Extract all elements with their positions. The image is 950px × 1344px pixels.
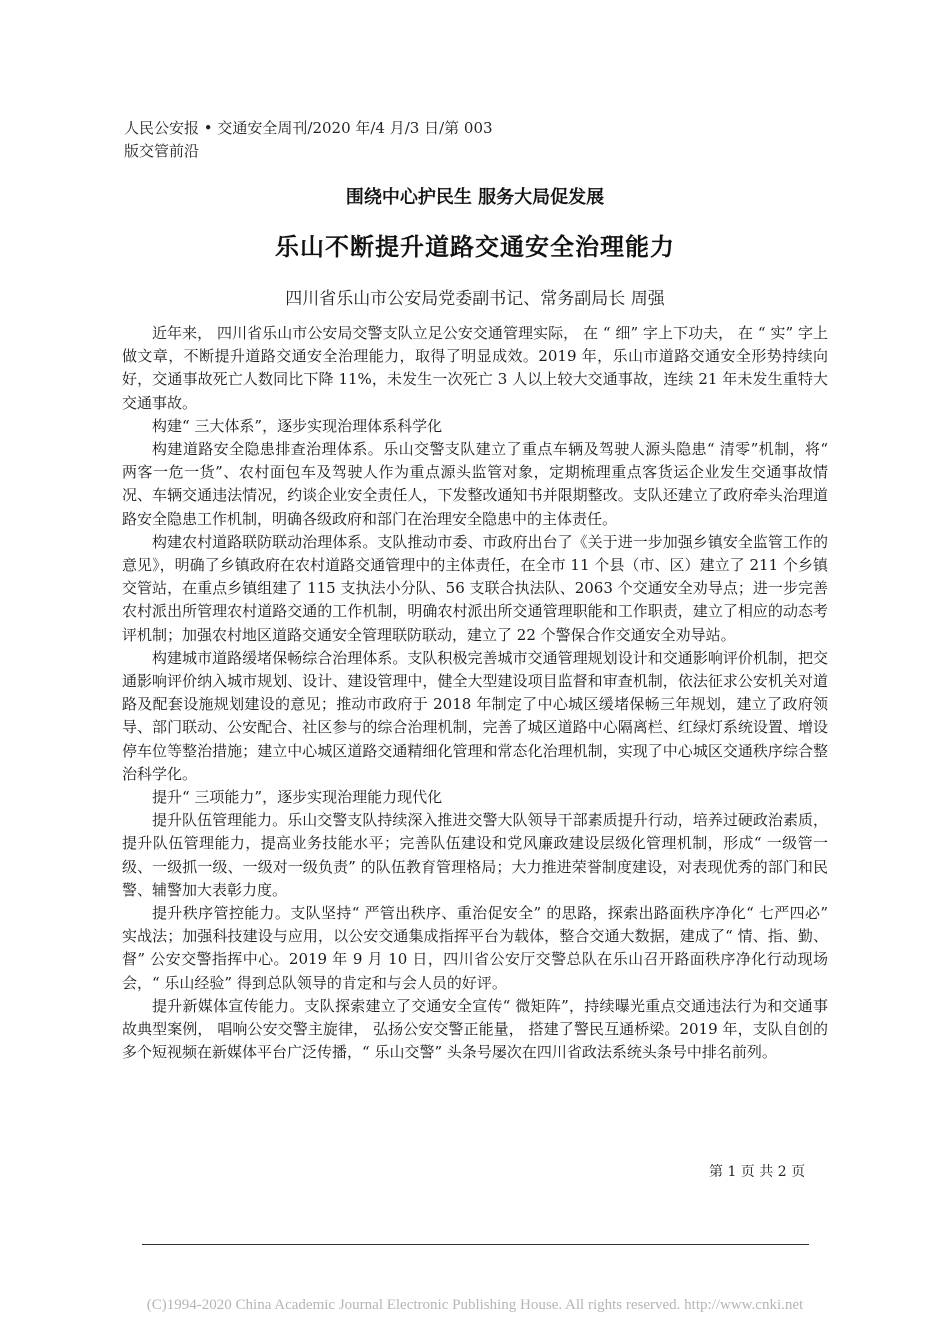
page-number: 第 1 页 共 2 页 [709, 1164, 806, 1180]
article-title: 乐山不断提升道路交通安全治理能力 [275, 233, 675, 261]
source-line-1: 人民公安报 • 交通安全周刊/2020 年/4 月/3 日/第 003 [124, 119, 493, 137]
section-heading-1: 构建“ 三大体系”，逐步实现治理体系科学化 [152, 416, 443, 435]
section-heading-2: 提升“ 三项能力”，逐步实现治理能力现代化 [152, 788, 443, 807]
paragraph: 提升新媒体宣传能力。支队探索建立了交通安全宣传“ 微矩阵”，持续曝光重点交通违法行为和交通事故典型案例， 唱响公安交警主旋律， 弘扬公安交警正能量， 搭建了警民互通桥梁。2019 年，支队自创的多个短视频在新媒体平台广泛传播，“ 乐山交警” 头条号屡次在四川省政法系统头条号中排名前列。 [122, 996, 828, 1062]
source-header [124, 117, 544, 163]
article-author: 四川省乐山市公安局党委副书记、常务副局长 周强 [285, 289, 665, 309]
copyright-footer: (C)1994-2020 China Academic Journal Electronic Publishing House. All rights reserved. http://www.cnki.net [146, 1297, 804, 1313]
paragraph: 提升队伍管理能力。乐山交警支队持续深入推进交警大队领导干部素质提升行动，培养过硬政治素质，提升队伍管理能力，提高业务技能水平；完善队伍建设和党风廉政建设层级化管理机制，形成“ 一级管一级、一级抓一级、一级对一级负责” 的队伍教育管理格局；大力推进荣誉制度建设，对表现优秀的部门和民警、辅警加大表彰力度。 [122, 811, 828, 899]
paragraph: 构建农村道路联防联动治理体系。支队推动市委、市政府出台了《关于进一步加强乡镇安全监管工作的意见》，明确了乡镇政府在农村道路交通管理中的主体责任，在全市 11 个县（市、区）建立了 211 个乡镇交管站，在重点乡镇组建了 115 支执法小分队、56 支联合执法队、2063 个交通安全劝导点；进一步完善农村派出所管理农村道路交通的工作机制，明确农村派出所交通管理职能和工作职责，建立了相应的动态考评机制；加强农村地区道路交通安全管理联防联动，建立了 22 个警保合作交通安全劝导站。 [122, 532, 828, 644]
article-subtitle: 围绕中心护民生 服务大局促发展 [345, 187, 605, 208]
footer-divider [142, 1244, 809, 1245]
paragraph: 构建城市道路缓堵保畅综合治理体系。支队积极完善城市交通管理规划设计和交通影响评价机制，把交通影响评价纳入城市规划、设计、建设管理中，健全大型建设项目监督和审查机制，依法征求公安机关对道路及配套设施规划建设的意见；推动市政府于 2018 年制定了中心城区缓堵保畅三年规划，建立了政府领导、部门联动、公安配合、社区参与的综合治理机制，完善了城区道路中心隔离栏、红绿灯系统设置、增设停车位等整治措施；建立中心城区道路交通精细化管理和常态化治理机制，实现了中心城区交通秩序综合整治科学化。 [122, 648, 828, 783]
paragraph: 提升秩序管控能力。支队坚持“ 严管出秩序、重治促安全” 的思路，探索出路面秩序净化“ 七严四必” 实战法；加强科技建设与应用，以公安交通集成指挥平台为载体，整合交通大数据，建成了“ 情、指、勤、督” 公安交警指挥中心。2019 年 9 月 10 日，四川省公安厅交警总队在乐山召开路面秩序净化行动现场会，“ 乐山经验” 得到总队领导的肯定和与会人员的好评。 [122, 904, 828, 992]
article-body [122, 322, 828, 1065]
paragraph: 构建道路安全隐患排查治理体系。乐山交警支队建立了重点车辆及驾驶人源头隐患“ 清零”机制，将“ 两客一危一货”、农村面包车及驾驶人作为重点源头监管对象，定期梳理重点客货运企业发生交通事故情况、车辆交通违法情况，约谈企业安全责任人，下发整改通知书并限期整改。支队还建立了政府牵头治理道路安全隐患工作机制，明确各级政府和部门在治理安全隐患中的主体责任。 [122, 440, 828, 528]
source-line-2: 版交管前沿 [124, 142, 200, 160]
paragraph-intro: 近年来， 四川省乐山市公安局交警支队立足公安交通管理实际， 在 “ 细” 字上下功夫， 在 “ 实” 字上做文章，不断提升道路交通安全治理能力，取得了明显成效。2019 年，乐山市道路交通安全形势持续向好，交通事故死亡人数同比下降 11%，未发生一次死亡 3 人以上较大交通事故，连续 21 年未发生重特大交通事故。 [122, 324, 828, 412]
